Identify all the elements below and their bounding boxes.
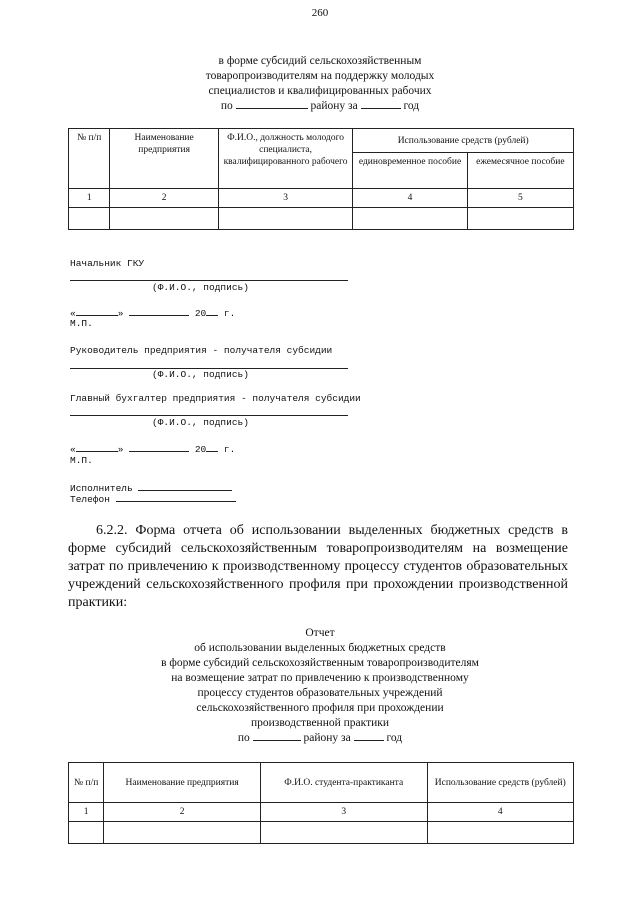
day-blank (76, 442, 118, 452)
executor-blank (138, 481, 232, 491)
signature-line (70, 415, 348, 416)
table1-header-monthly: ежемесячное пособие (467, 153, 573, 189)
header-line: товаропроизводителям на поддержку молодых (205, 70, 435, 82)
header-word-year: год (403, 100, 420, 112)
head-title: Начальник ГКУ (70, 258, 145, 269)
stamp-mark: М.П. (70, 318, 93, 329)
table2-header-enterprise: Наименование предприятия (104, 763, 261, 803)
table2-empty-cell (427, 822, 573, 844)
table2-empty-cell (69, 822, 104, 844)
date-quote-open: « (70, 308, 76, 319)
table2-header-number: № п/п (69, 763, 104, 803)
report-title: Отчет (305, 627, 335, 639)
year-blank (354, 731, 384, 741)
header-line: в форме субсидий сельскохозяйственным (218, 55, 422, 67)
table2-num-cell: 2 (104, 803, 261, 822)
date-quote-close: » (117, 444, 124, 455)
table1-empty-cell (69, 208, 110, 230)
table1-header-enterprise: Наименование предприятия (110, 129, 218, 189)
table1-empty-cell (218, 208, 353, 230)
table1-header-number: № п/п (69, 129, 110, 189)
header-word-po: по (237, 732, 250, 744)
table1-empty-cell (353, 208, 467, 230)
table1-num-cell: 3 (218, 189, 353, 208)
table2-empty-cell (104, 822, 261, 844)
report-header (120, 626, 520, 746)
header-line-period (120, 731, 520, 746)
page-number: 260 (311, 7, 329, 19)
signature-line (70, 280, 348, 281)
header-line: на возмещение затрат по привлечению к производственному (171, 672, 469, 684)
table1-num-cell: 4 (353, 189, 467, 208)
header-line: специалистов и квалифицированных рабочих (208, 85, 432, 97)
table-1 (68, 128, 574, 230)
district-blank (253, 731, 301, 741)
phone-label: Телефон (70, 494, 110, 505)
header-line: сельскохозяйственного профиля при прохождении (196, 702, 444, 714)
header-line: производственной практики (250, 717, 390, 729)
form-header-1 (140, 54, 500, 114)
table1-header-onetime: единовременное пособие (353, 153, 467, 189)
year-suffix-blank (206, 442, 218, 452)
header-word-district: району за (310, 100, 358, 112)
fio-sign-caption: (Ф.И.О., подпись) (152, 282, 249, 293)
header-line: в форме субсидий сельскохозяйственным товаропроизводителям (161, 657, 479, 669)
table2-header-fio: Ф.И.О. студента-практиканта (260, 763, 427, 803)
accountant-title: Главный бухгалтер предприятия - получателя субсидии (70, 393, 361, 404)
fio-sign-caption: (Ф.И.О., подпись) (152, 417, 249, 428)
director-title: Руководитель предприятия - получателя субсидии (70, 345, 333, 356)
year-blank (361, 99, 401, 109)
date-g: г. (223, 308, 236, 319)
date-line (70, 442, 235, 455)
date-year: 20 (194, 444, 207, 455)
header-word-district: району за (303, 732, 351, 744)
fio-sign-caption: (Ф.И.О., подпись) (152, 369, 249, 380)
date-year: 20 (194, 308, 207, 319)
table2-num-cell: 1 (69, 803, 104, 822)
table2-num-cell: 4 (427, 803, 573, 822)
header-word-year: год (386, 732, 403, 744)
phone-line (70, 492, 236, 505)
year-suffix-blank (206, 306, 218, 316)
header-line-period (140, 99, 500, 114)
day-blank (76, 306, 118, 316)
executor-label: Исполнитель (70, 483, 133, 494)
table1-empty-cell (467, 208, 573, 230)
month-blank (129, 442, 189, 452)
header-word-po: по (220, 100, 233, 112)
table1-num-cell: 1 (69, 189, 110, 208)
table2-empty-cell (260, 822, 427, 844)
table-2 (68, 762, 574, 844)
table1-header-usage: Использование средств (рублей) (353, 129, 574, 153)
date-quote-open: « (70, 444, 76, 455)
table1-empty-cell (110, 208, 218, 230)
district-blank (236, 99, 308, 109)
date-quote-close: » (117, 308, 124, 319)
stamp-mark: М.П. (70, 455, 93, 466)
header-line: процессу студентов образовательных учреждений (197, 687, 443, 699)
date-line (70, 306, 235, 319)
table2-num-cell: 3 (260, 803, 427, 822)
section-paragraph (68, 522, 568, 612)
paragraph-text: 6.2.2. Форма отчета об использовании выделенных бюджетных средств в форме субсидий сельскохозяйственным товаропроизводителям на возмещение затрат по привлечению к производственному процессу студентов образовательных учреждений сельскохозяйственного профиля при прохождении производственной практики: (68, 523, 568, 610)
table1-num-cell: 2 (110, 189, 218, 208)
table2-header-usage: Использование средств (рублей) (427, 763, 573, 803)
month-blank (129, 306, 189, 316)
phone-blank (116, 492, 236, 502)
date-g: г. (223, 444, 236, 455)
table1-header-fio: Ф.И.О., должность молодого специалиста, квалифицированного рабочего (218, 129, 353, 189)
table1-num-cell: 5 (467, 189, 573, 208)
header-line: об использовании выделенных бюджетных средств (194, 642, 446, 654)
